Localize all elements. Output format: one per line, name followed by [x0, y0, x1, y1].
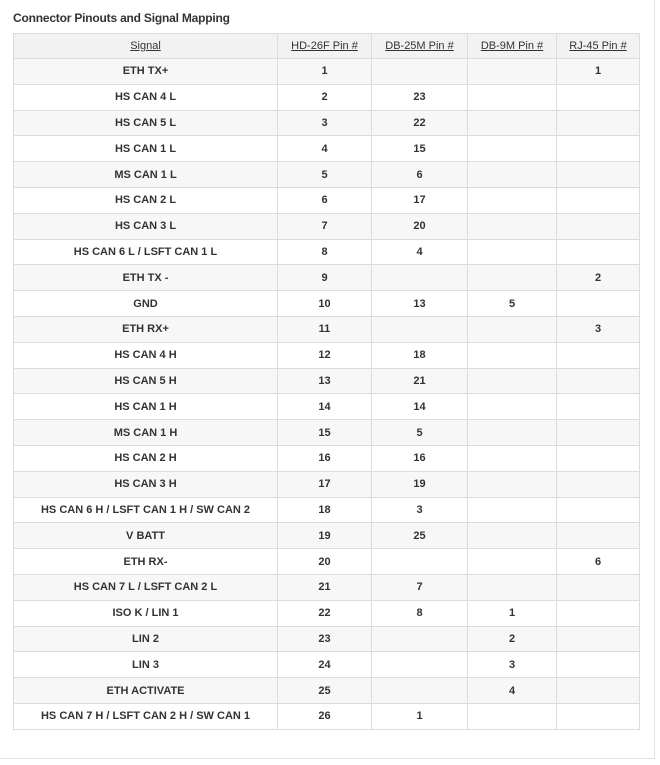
db25m-pin-cell [372, 652, 468, 678]
db9m-pin-cell [468, 549, 557, 575]
db9m-pin-cell [468, 703, 557, 729]
hd26f-pin-cell: 17 [278, 471, 372, 497]
hd26f-pin-cell: 25 [278, 678, 372, 704]
rj45-pin-cell [557, 291, 640, 317]
page-title: Connector Pinouts and Signal Mapping [13, 11, 230, 25]
db9m-pin-cell [468, 316, 557, 342]
db9m-pin-cell [468, 162, 557, 188]
db25m-pin-cell: 8 [372, 600, 468, 626]
rj45-pin-cell [557, 239, 640, 265]
table-row [14, 678, 640, 704]
db9m-pin-cell: 3 [468, 652, 557, 678]
signal-cell: HS CAN 5 L [14, 110, 278, 136]
db9m-pin-cell [468, 84, 557, 110]
hd26f-pin-cell: 13 [278, 368, 372, 394]
table-row [14, 703, 640, 729]
table-row [14, 59, 640, 85]
hd26f-pin-cell: 24 [278, 652, 372, 678]
hd26f-pin-cell: 21 [278, 574, 372, 600]
db25m-pin-cell [372, 59, 468, 85]
rj45-pin-cell [557, 187, 640, 213]
signal-cell: HS CAN 3 H [14, 471, 278, 497]
db25m-pin-cell: 4 [372, 239, 468, 265]
table-row [14, 626, 640, 652]
signal-cell: HS CAN 3 L [14, 213, 278, 239]
signal-cell: HS CAN 4 H [14, 342, 278, 368]
rj45-pin-cell [557, 136, 640, 162]
rj45-pin-cell: 6 [557, 549, 640, 575]
db25m-pin-cell: 14 [372, 394, 468, 420]
db25m-pin-cell: 3 [372, 497, 468, 523]
signal-cell: HS CAN 5 H [14, 368, 278, 394]
rj45-pin-cell: 1 [557, 59, 640, 85]
db9m-pin-cell [468, 342, 557, 368]
table-row [14, 162, 640, 188]
signal-cell: HS CAN 1 H [14, 394, 278, 420]
db9m-pin-cell [468, 368, 557, 394]
column-header-rj45[interactable]: RJ-45 Pin # [557, 34, 640, 59]
rj45-pin-cell [557, 678, 640, 704]
db25m-pin-cell: 6 [372, 162, 468, 188]
signal-cell: ETH ACTIVATE [14, 678, 278, 704]
table-row [14, 265, 640, 291]
hd26f-pin-cell: 20 [278, 549, 372, 575]
hd26f-pin-cell: 19 [278, 523, 372, 549]
db25m-pin-cell: 1 [372, 703, 468, 729]
rj45-pin-cell [557, 445, 640, 471]
signal-cell: MS CAN 1 L [14, 162, 278, 188]
table-row [14, 187, 640, 213]
db25m-pin-cell [372, 626, 468, 652]
db9m-pin-cell [468, 239, 557, 265]
table-row [14, 136, 640, 162]
signal-cell: V BATT [14, 523, 278, 549]
db9m-pin-cell [468, 265, 557, 291]
table-row [14, 84, 640, 110]
db25m-pin-cell: 22 [372, 110, 468, 136]
rj45-pin-cell [557, 110, 640, 136]
db9m-pin-cell [468, 187, 557, 213]
signal-cell: HS CAN 4 L [14, 84, 278, 110]
db9m-pin-cell: 4 [468, 678, 557, 704]
table-header-row [14, 34, 640, 59]
db9m-pin-cell [468, 574, 557, 600]
table-row [14, 420, 640, 446]
rj45-pin-cell [557, 471, 640, 497]
table-row [14, 600, 640, 626]
table-row [14, 523, 640, 549]
db25m-pin-cell [372, 678, 468, 704]
db9m-pin-cell [468, 213, 557, 239]
table-body [14, 59, 640, 730]
table-row [14, 549, 640, 575]
db25m-pin-cell: 25 [372, 523, 468, 549]
db25m-pin-cell: 18 [372, 342, 468, 368]
table-row [14, 316, 640, 342]
hd26f-pin-cell: 3 [278, 110, 372, 136]
hd26f-pin-cell: 1 [278, 59, 372, 85]
signal-cell: HS CAN 2 H [14, 445, 278, 471]
hd26f-pin-cell: 8 [278, 239, 372, 265]
table-row [14, 291, 640, 317]
table-row [14, 110, 640, 136]
table-row [14, 239, 640, 265]
table-row [14, 445, 640, 471]
rj45-pin-cell [557, 162, 640, 188]
db9m-pin-cell [468, 394, 557, 420]
db25m-pin-cell: 17 [372, 187, 468, 213]
table-row [14, 342, 640, 368]
table-row [14, 497, 640, 523]
rj45-pin-cell [557, 394, 640, 420]
hd26f-pin-cell: 7 [278, 213, 372, 239]
signal-cell: ISO K / LIN 1 [14, 600, 278, 626]
rj45-pin-cell [557, 420, 640, 446]
rj45-pin-cell [557, 342, 640, 368]
hd26f-pin-cell: 2 [278, 84, 372, 110]
signal-cell: MS CAN 1 H [14, 420, 278, 446]
db25m-pin-cell [372, 265, 468, 291]
rj45-pin-cell [557, 600, 640, 626]
signal-cell: HS CAN 7 H / LSFT CAN 2 H / SW CAN 1 [14, 703, 278, 729]
column-header-db25m[interactable]: DB-25M Pin # [372, 34, 468, 59]
db25m-pin-cell: 16 [372, 445, 468, 471]
signal-cell: ETH RX+ [14, 316, 278, 342]
db25m-pin-cell [372, 549, 468, 575]
table-row [14, 368, 640, 394]
rj45-pin-cell [557, 523, 640, 549]
hd26f-pin-cell: 18 [278, 497, 372, 523]
signal-cell: ETH TX - [14, 265, 278, 291]
hd26f-pin-cell: 26 [278, 703, 372, 729]
hd26f-pin-cell: 14 [278, 394, 372, 420]
db25m-pin-cell: 23 [372, 84, 468, 110]
rj45-pin-cell: 2 [557, 265, 640, 291]
db9m-pin-cell [468, 445, 557, 471]
db9m-pin-cell [468, 420, 557, 446]
hd26f-pin-cell: 12 [278, 342, 372, 368]
rj45-pin-cell [557, 213, 640, 239]
table-row [14, 574, 640, 600]
db25m-pin-cell: 15 [372, 136, 468, 162]
hd26f-pin-cell: 6 [278, 187, 372, 213]
column-header-db9m[interactable]: DB-9M Pin # [468, 34, 557, 59]
hd26f-pin-cell: 10 [278, 291, 372, 317]
db25m-pin-cell [372, 316, 468, 342]
hd26f-pin-cell: 11 [278, 316, 372, 342]
db9m-pin-cell [468, 497, 557, 523]
signal-cell: LIN 2 [14, 626, 278, 652]
signal-cell: GND [14, 291, 278, 317]
table-row [14, 652, 640, 678]
db25m-pin-cell: 19 [372, 471, 468, 497]
db25m-pin-cell: 20 [372, 213, 468, 239]
signal-cell: LIN 3 [14, 652, 278, 678]
db9m-pin-cell [468, 110, 557, 136]
signal-cell: ETH RX- [14, 549, 278, 575]
db9m-pin-cell: 2 [468, 626, 557, 652]
hd26f-pin-cell: 5 [278, 162, 372, 188]
signal-cell: HS CAN 1 L [14, 136, 278, 162]
db9m-pin-cell: 5 [468, 291, 557, 317]
db9m-pin-cell [468, 136, 557, 162]
hd26f-pin-cell: 15 [278, 420, 372, 446]
signal-cell: ETH TX+ [14, 59, 278, 85]
db25m-pin-cell: 13 [372, 291, 468, 317]
rj45-pin-cell [557, 652, 640, 678]
pinout-table [13, 33, 640, 730]
hd26f-pin-cell: 16 [278, 445, 372, 471]
table-row [14, 213, 640, 239]
rj45-pin-cell [557, 703, 640, 729]
rj45-pin-cell [557, 497, 640, 523]
hd26f-pin-cell: 4 [278, 136, 372, 162]
column-header-hd26f[interactable]: HD-26F Pin # [278, 34, 372, 59]
db9m-pin-cell [468, 471, 557, 497]
signal-cell: HS CAN 6 L / LSFT CAN 1 L [14, 239, 278, 265]
db25m-pin-cell: 5 [372, 420, 468, 446]
db25m-pin-cell: 7 [372, 574, 468, 600]
hd26f-pin-cell: 9 [278, 265, 372, 291]
hd26f-pin-cell: 22 [278, 600, 372, 626]
table-row [14, 394, 640, 420]
hd26f-pin-cell: 23 [278, 626, 372, 652]
table-row [14, 471, 640, 497]
signal-cell: HS CAN 6 H / LSFT CAN 1 H / SW CAN 2 [14, 497, 278, 523]
column-header-signal[interactable]: Signal [14, 34, 278, 59]
signal-cell: HS CAN 7 L / LSFT CAN 2 L [14, 574, 278, 600]
rj45-pin-cell [557, 84, 640, 110]
rj45-pin-cell [557, 368, 640, 394]
db25m-pin-cell: 21 [372, 368, 468, 394]
rj45-pin-cell [557, 574, 640, 600]
rj45-pin-cell: 3 [557, 316, 640, 342]
db9m-pin-cell [468, 59, 557, 85]
signal-cell: HS CAN 2 L [14, 187, 278, 213]
db9m-pin-cell [468, 523, 557, 549]
db9m-pin-cell: 1 [468, 600, 557, 626]
rj45-pin-cell [557, 626, 640, 652]
